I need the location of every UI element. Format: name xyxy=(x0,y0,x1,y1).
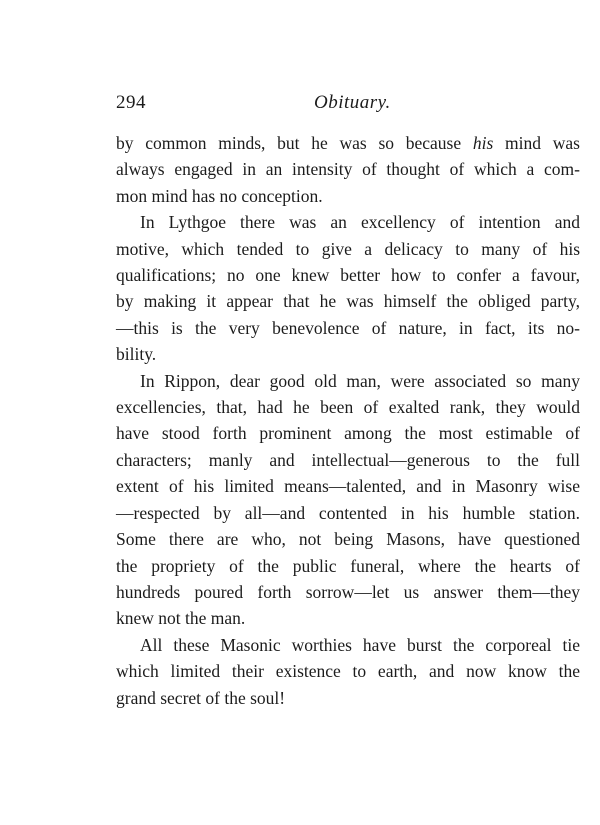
text-line: mon mind has no conception. xyxy=(116,185,323,206)
text-line: which limited their existence to earth, and now know the xyxy=(116,661,580,682)
body-text xyxy=(116,130,580,711)
text-line: motive, which tended to give a delicacy to many of his xyxy=(116,238,580,259)
text-line: —respected by all—and contented in his humble station. xyxy=(116,502,580,523)
page-header xyxy=(116,92,580,122)
paragraph-4 xyxy=(116,632,580,711)
text-line: hundreds poured forth sorrow—let us answer them—they xyxy=(116,581,580,602)
paragraph-1 xyxy=(116,130,580,209)
emphasis: his xyxy=(472,133,494,153)
page-number: 294 xyxy=(116,92,146,113)
text-line: Some there are who, not being Masons, have questioned xyxy=(116,529,580,550)
text-line: qualifications; no one knew better how to confer a favour, xyxy=(116,265,580,286)
text-line: bility. xyxy=(116,344,157,365)
text-line: by making it appear that he was himself the obliged party, xyxy=(116,291,580,312)
paragraph-3 xyxy=(116,368,580,632)
text-line: All these Masonic worthies have burst the corporeal tie xyxy=(140,634,580,655)
text-line: have stood forth prominent among the most estimable of xyxy=(116,423,580,444)
text-line: by common minds, but he was so because his mind was xyxy=(116,133,580,153)
text-line: knew not the man. xyxy=(116,608,246,629)
text-line: —this is the very benevolence of nature, in fact, its no- xyxy=(116,317,580,338)
text-line: excellencies, that, had he been of exalted rank, they would xyxy=(116,397,580,418)
text-line: In Lythgoe there was an excellency of intention and xyxy=(140,212,580,233)
text-line: In Rippon, dear good old man, were associated so many xyxy=(140,370,580,391)
text-line: the propriety of the public funeral, where the hearts of xyxy=(116,555,580,576)
running-title: Obituary. xyxy=(314,92,391,113)
text-line: characters; manly and intellectual—generous to the full xyxy=(116,449,580,470)
text-line: always engaged in an intensity of thought of which a com- xyxy=(116,159,580,180)
text-line: extent of his limited means—talented, and in Masonry wise xyxy=(116,476,580,497)
text-line: grand secret of the soul! xyxy=(116,687,286,708)
paragraph-2 xyxy=(116,209,580,367)
